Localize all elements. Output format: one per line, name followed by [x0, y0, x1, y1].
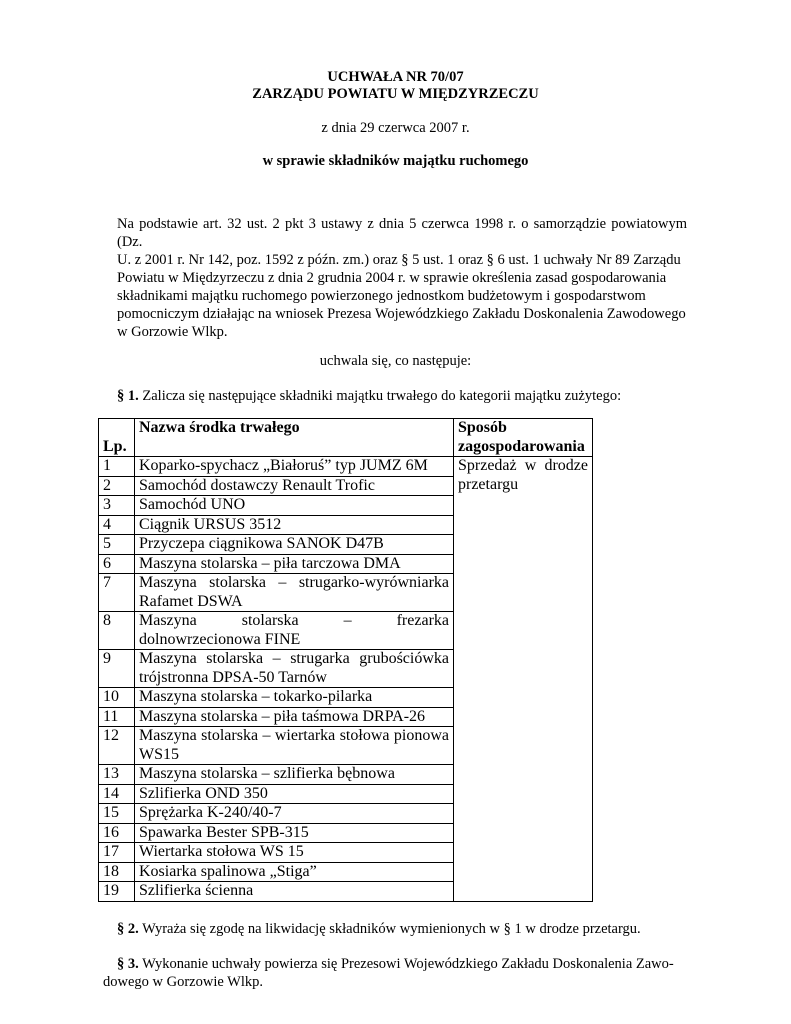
- row-lp: 13: [99, 765, 135, 785]
- row-lp: 12: [99, 727, 135, 765]
- table-body: [99, 457, 593, 902]
- row-lp: 11: [99, 707, 135, 727]
- section-1: [117, 387, 621, 405]
- row-lp: 17: [99, 843, 135, 863]
- row-lp: 18: [99, 862, 135, 882]
- table-header-row: [99, 419, 593, 457]
- preamble-line: U. z 2001 r. Nr 142, poz. 1592 z późn. zm.) oraz § 5 ust. 1 oraz § 6 ust. 1 uchwały Nr 89 Zarządu: [117, 252, 681, 268]
- section-3-text-continued: dowego w Gorzowie Wlkp.: [103, 974, 264, 990]
- row-asset-name: Maszyna stolarska – strugarka grubościówka trójstronna DPSA-50 Tarnów: [135, 650, 454, 688]
- section-1-mark: § 1.: [117, 388, 139, 404]
- header-method: [454, 419, 593, 457]
- row-lp: 15: [99, 804, 135, 824]
- resolution-date: z dnia 29 czerwca 2007 r.: [321, 120, 470, 136]
- row-lp: 19: [99, 882, 135, 902]
- header-method-line: zagospodarowania: [458, 437, 585, 455]
- preamble-line: pomocniczym działając na wniosek Prezesa Wojewódzkiego Zakładu Doskonalenia Zawodowego: [117, 306, 686, 322]
- preamble-line: w Gorzowie Wlkp.: [117, 324, 228, 340]
- row-asset-name: Koparko-spychacz „Białoruś” typ JUMZ 6M: [135, 457, 454, 477]
- section-3-mark: § 3.: [117, 956, 139, 972]
- section-1-text: Zalicza się następujące składniki majątku trwałego do kategorii majątku zużytego:: [142, 388, 622, 404]
- row-asset-name: Spawarka Bester SPB-315: [135, 823, 454, 843]
- row-asset-name: Szlifierka ścienna: [135, 882, 454, 902]
- row-lp: 5: [99, 535, 135, 555]
- row-asset-name: Maszyna stolarska – szlifierka bębnowa: [135, 765, 454, 785]
- preamble-paragraph: [117, 215, 687, 341]
- row-asset-name: Samochód UNO: [135, 496, 454, 516]
- row-lp: 2: [99, 476, 135, 496]
- row-asset-name: Maszyna stolarska – tokarko-pilarka: [135, 688, 454, 708]
- section-3: [103, 955, 687, 991]
- row-lp: 16: [99, 823, 135, 843]
- row-lp: 9: [99, 650, 135, 688]
- row-lp: 10: [99, 688, 135, 708]
- row-asset-name: Maszyna stolarska – strugarko-wyrówniarka Rafamet DSWA: [135, 574, 454, 612]
- section-2-mark: § 2.: [117, 921, 139, 937]
- row-asset-name: Maszyna stolarska – frezarka dolnowrzecionowa FINE: [135, 612, 454, 650]
- row-asset-name: Wiertarka stołowa WS 15: [135, 843, 454, 863]
- header-method-line: Sposób: [458, 419, 507, 436]
- row-asset-name: Samochód dostawczy Renault Trofic: [135, 476, 454, 496]
- row-asset-name: Maszyna stolarska – piła tarczowa DMA: [135, 554, 454, 574]
- row-asset-name: Maszyna stolarska – wiertarka stołowa pionowa WS15: [135, 727, 454, 765]
- header-name: Nazwa środka trwałego: [135, 419, 454, 457]
- row-lp: 8: [99, 612, 135, 650]
- header-lp: Lp.: [99, 419, 135, 457]
- section-2-text: Wyraża się zgodę na likwidację składników wymienionych w § 1 w drodze przetargu.: [142, 921, 641, 937]
- issuing-body: ZARZĄDU POWIATU W MIĘDZYRZECZU: [252, 86, 539, 102]
- row-lp: 7: [99, 574, 135, 612]
- section-3-text: Wykonanie uchwały powierza się Prezesowi Wojewódzkiego Zakładu Doskonalenia Zawo-: [142, 956, 674, 972]
- row-asset-name: Przyczepa ciągnikowa SANOK D47B: [135, 535, 454, 555]
- preamble-line: Na podstawie art. 32 ust. 2 pkt 3 ustawy z dnia 5 czerwca 1998 r. o samorządzie powiatowym (Dz.: [117, 216, 687, 250]
- preamble-line: Powiatu w Międzyrzeczu z dnia 2 grudnia 2004 r. w sprawie określenia zasad gospodarowania: [117, 270, 667, 286]
- row-asset-name: Kosiarka spalinowa „Stiga”: [135, 862, 454, 882]
- resolves-clause: uchwala się, co następuje:: [319, 353, 472, 369]
- row-lp: 3: [99, 496, 135, 516]
- assets-table: [98, 418, 593, 902]
- section-2: [117, 920, 641, 938]
- row-asset-name: Maszyna stolarska – piła taśmowa DRPA-26: [135, 707, 454, 727]
- preamble-line: składnikami majątku ruchomego powierzonego jednostkom budżetowym i gospodarstwom: [117, 288, 646, 304]
- row-disposal-method: Sprzedaż w drodze przetargu: [454, 457, 593, 902]
- row-lp: 6: [99, 554, 135, 574]
- table-row: [99, 457, 593, 477]
- row-asset-name: Szlifierka OND 350: [135, 784, 454, 804]
- resolution-subject: w sprawie składników majątku ruchomego: [262, 153, 529, 169]
- row-asset-name: Ciągnik URSUS 3512: [135, 515, 454, 535]
- row-lp: 1: [99, 457, 135, 477]
- resolution-number: UCHWAŁA NR 70/07: [327, 69, 464, 85]
- row-lp: 14: [99, 784, 135, 804]
- row-lp: 4: [99, 515, 135, 535]
- row-asset-name: Sprężarka K-240/40-7: [135, 804, 454, 824]
